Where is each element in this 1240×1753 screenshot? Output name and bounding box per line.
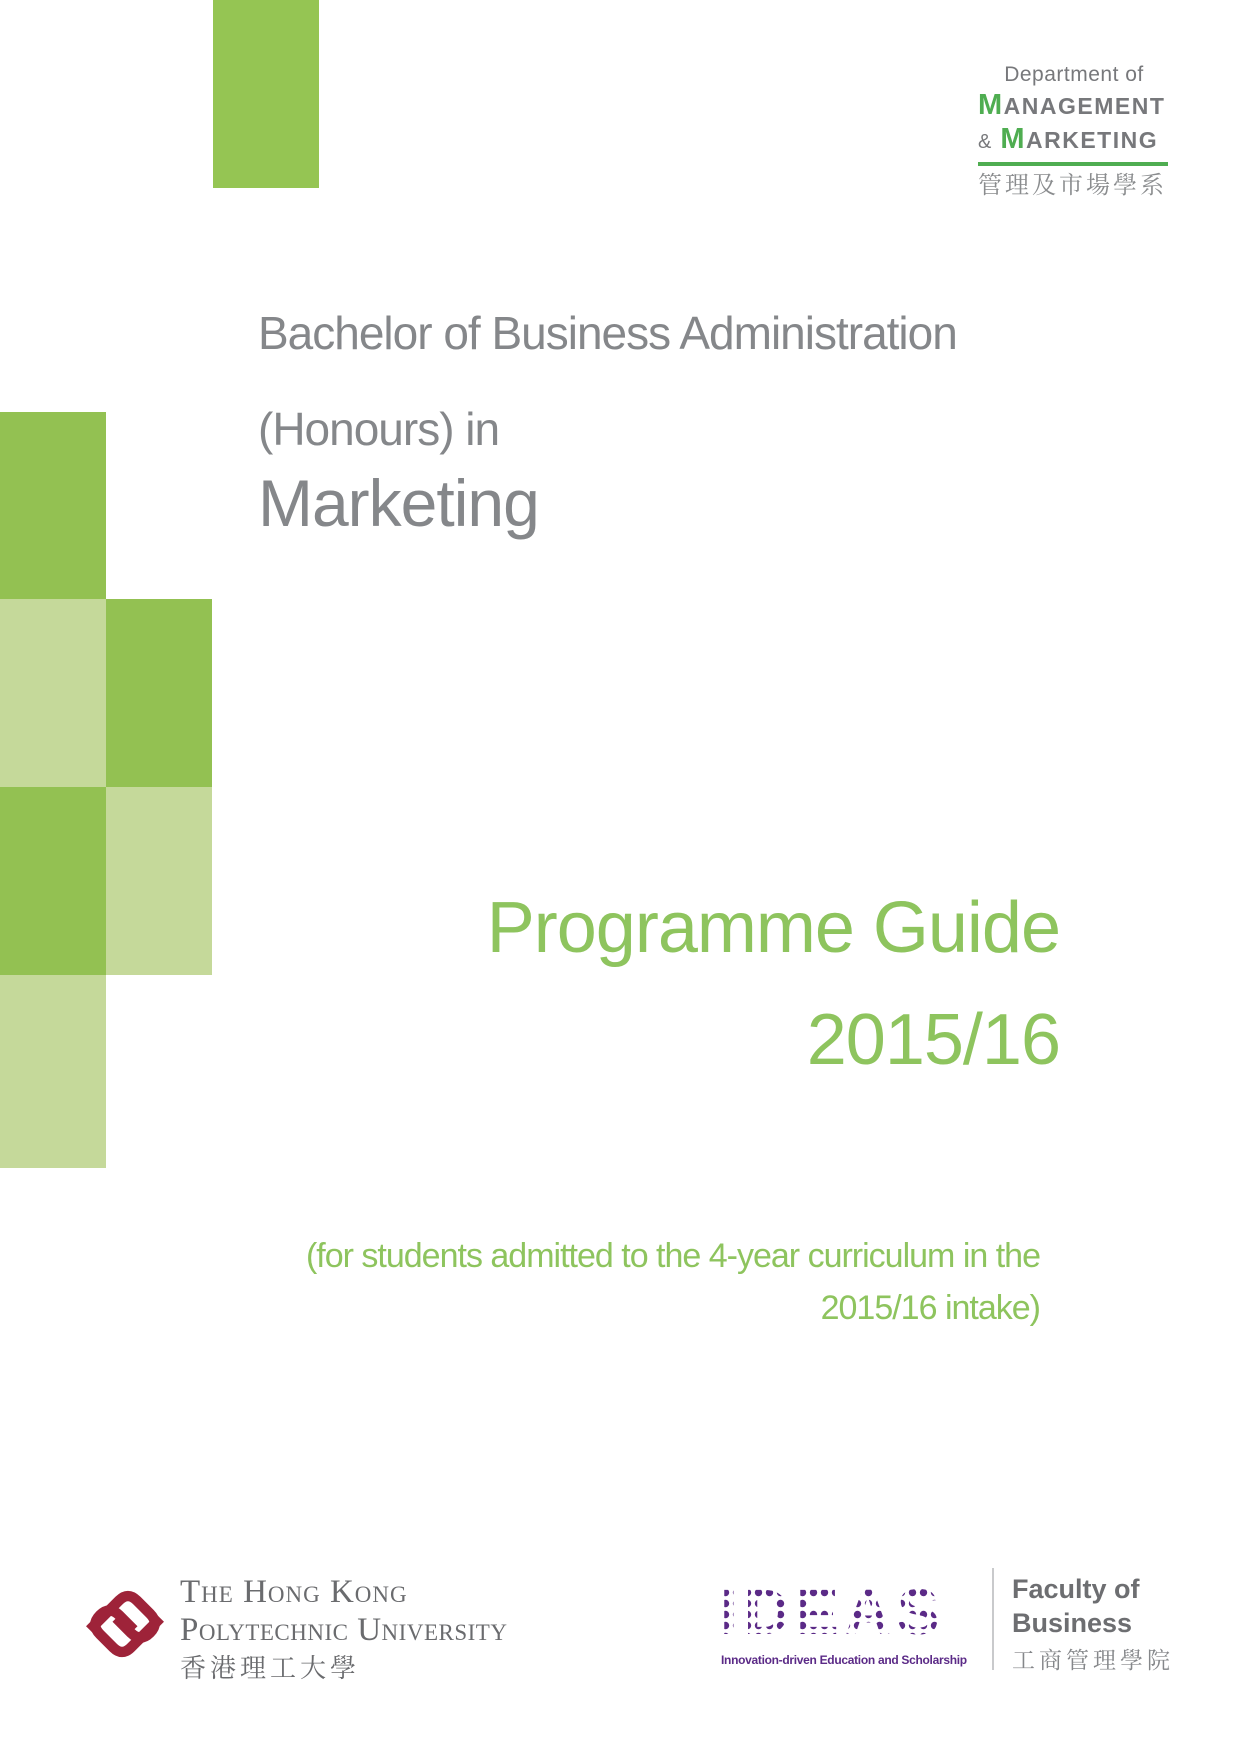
ampersand: & bbox=[978, 131, 992, 153]
management-rest: ANAGEMENT bbox=[1003, 93, 1166, 119]
faculty-logo bbox=[1012, 1576, 1174, 1672]
ideas-acronym: IDEAS bbox=[720, 1576, 946, 1644]
title-line-1: Bachelor of Business Administration bbox=[258, 307, 957, 359]
department-logo-management bbox=[978, 91, 1170, 120]
polyu-name-line1: The Hong Kong bbox=[180, 1574, 408, 1610]
mosaic-top-bar bbox=[213, 0, 319, 188]
programme-guide-line1: Programme Guide bbox=[486, 888, 1060, 968]
marketing-initial: M bbox=[1000, 123, 1027, 155]
polyu-name bbox=[180, 1576, 600, 1682]
department-logo-line1: Department of bbox=[1004, 63, 1144, 86]
ideas-tagline: Innovation-driven Education and Scholarship bbox=[721, 1653, 967, 1667]
mosaic-square bbox=[0, 787, 106, 975]
department-logo-chinese: 管理及市場學系 bbox=[978, 172, 1167, 199]
polyu-emblem-icon bbox=[73, 1572, 177, 1676]
department-logo bbox=[978, 64, 1170, 198]
mosaic-square bbox=[0, 599, 106, 787]
department-logo-marketing bbox=[978, 125, 1170, 154]
polyu-name-chinese: 香港理工大學 bbox=[180, 1654, 361, 1683]
programme-guide-line2: 2015/16 bbox=[806, 1000, 1060, 1080]
management-initial: M bbox=[978, 89, 1004, 121]
intake-subtitle-line2: 2015/16 intake) bbox=[820, 1289, 1040, 1327]
title-line-3: Marketing bbox=[258, 466, 539, 540]
intake-subtitle-line1: (for students admitted to the 4-year curriculum in the bbox=[305, 1237, 1040, 1275]
mosaic-square bbox=[0, 412, 106, 599]
faculty-line2: Business bbox=[1012, 1608, 1133, 1638]
polyu-name-line2: Polytechnic University bbox=[180, 1612, 508, 1648]
department-logo-green-rule bbox=[978, 162, 1168, 166]
mosaic-square bbox=[0, 975, 106, 1168]
ideas-logo bbox=[720, 1576, 978, 1644]
intake-subtitle bbox=[306, 1230, 1040, 1334]
logo-divider bbox=[992, 1568, 994, 1670]
marketing-rest: ARKETING bbox=[1026, 127, 1159, 153]
mosaic-square bbox=[106, 599, 212, 787]
title-line-2: (Honours) in bbox=[258, 403, 500, 455]
faculty-chinese: 工商管理學院 bbox=[1012, 1647, 1174, 1673]
mosaic-square bbox=[106, 787, 212, 975]
faculty-line1: Faculty of bbox=[1012, 1574, 1140, 1604]
